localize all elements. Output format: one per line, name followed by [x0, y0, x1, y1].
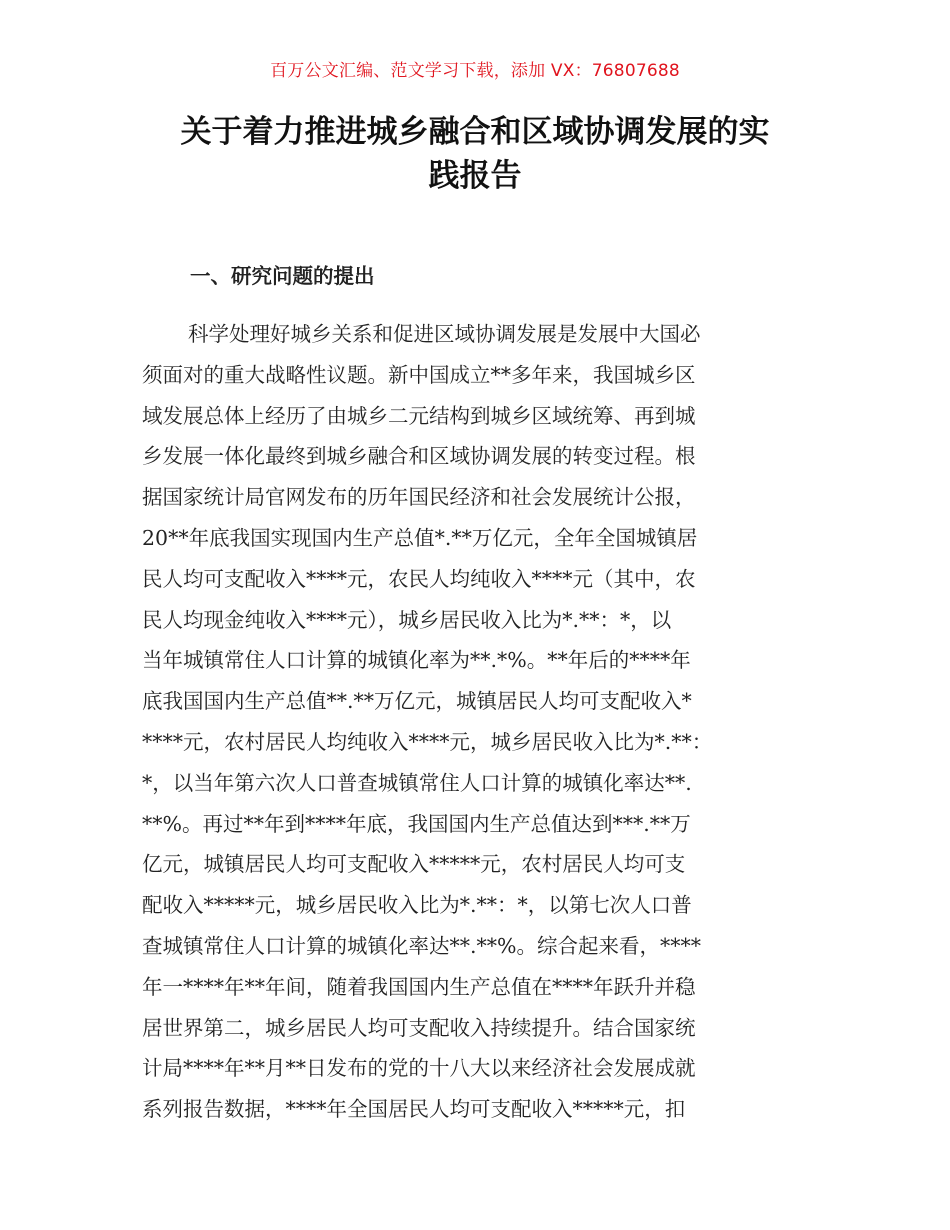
paragraph-line: 计局****年**月**日发布的党的十八大以来经济社会发展成就	[142, 1056, 696, 1081]
paragraph-line: *，以当年第六次人口普查城镇常住人口计算的城镇化率达**.	[142, 770, 692, 795]
paragraph-line: 查城镇常住人口计算的城镇化率达**.**%。综合起来看，****	[142, 933, 701, 958]
body-paragraph	[142, 314, 812, 1130]
paragraph-line: 亿元，城镇居民人均可支配收入*****元，农村居民人均可支	[142, 852, 686, 877]
paragraph-line: 须面对的重大战略性议题。新中国成立**多年来，我国城乡区	[142, 362, 696, 387]
paragraph-line: 系列报告数据，****年全国居民人均可支配收入*****元，扣	[142, 1097, 686, 1122]
paragraph-line: 科学处理好城乡关系和促进区域协调发展是发展中大国必	[188, 322, 701, 346]
paragraph-line: **%。再过**年到****年底，我国国内生产总值达到***.**万	[142, 811, 691, 836]
title-line: 关于着力推进城乡融合和区域协调发展的实	[180, 114, 770, 150]
paragraph-line: 民人均现金纯收入****元），城乡居民收入比为*.**：*，以	[142, 607, 672, 632]
section-heading: 一、研究问题的提出	[190, 264, 375, 288]
header-promo-note: 百万公文汇编、范文学习下载，添加 VX：76807688	[270, 61, 680, 81]
document-title	[140, 110, 810, 198]
paragraph-line: 当年城镇常住人口计算的城镇化率为**.*%。**年后的****年	[142, 648, 691, 673]
paragraph-line: ****元，农村居民人均纯收入****元，城乡居民收入比为*.**：	[142, 729, 713, 754]
paragraph-line: 据国家统计局官网发布的历年国民经济和社会发展统计公报，	[142, 485, 696, 510]
paragraph-line: 配收入*****元，城乡居民收入比为*.**：*，以第七次人口普	[142, 893, 692, 918]
paragraph-line: 域发展总体上经历了由城乡二元结构到城乡区域统筹、再到城	[142, 403, 696, 428]
title-line: 践报告	[428, 158, 522, 194]
paragraph-line: 乡发展一体化最终到城乡融合和区域协调发展的转变过程。根	[142, 444, 696, 469]
paragraph-line: 20**年底我国实现国内生产总值*.**万亿元，全年全国城镇居	[142, 525, 698, 550]
paragraph-line: 民人均可支配收入****元，农民人均纯收入****元（其中，农	[142, 566, 696, 591]
paragraph-line: 年一****年**年间，随着我国国内生产总值在****年跃升并稳	[142, 974, 696, 999]
paragraph-line: 居世界第二，城乡居民人均可支配收入持续提升。结合国家统	[142, 1015, 696, 1040]
paragraph-line: 底我国国内生产总值**.**万亿元，城镇居民人均可支配收入*	[142, 689, 692, 714]
